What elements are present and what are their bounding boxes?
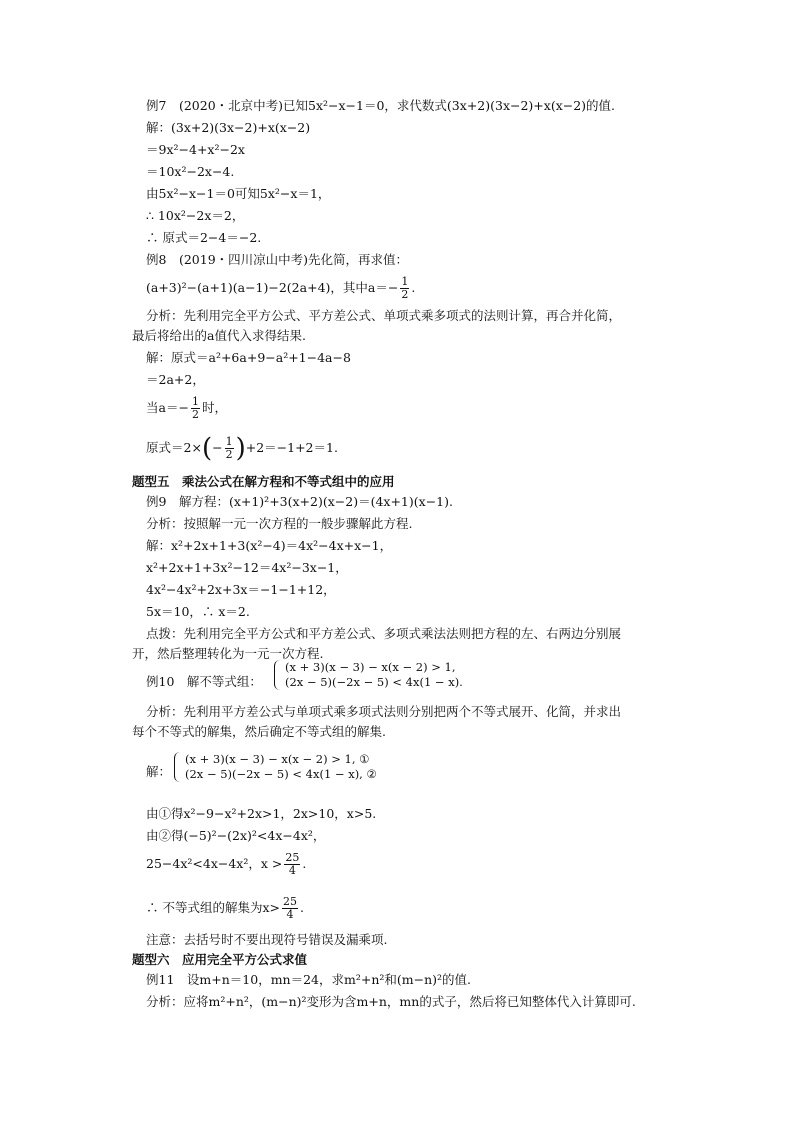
solution-line: 当a＝− $\frac{1}{2}$ 时， (146, 395, 227, 421)
solution-line: ＝10x²−2x−4. (146, 164, 235, 179)
solution-line: ∴ 不等式组的解集为x> $\frac{25}{4}$ . (146, 895, 304, 921)
note-line: 注意：去括号时不要出现符号错误及漏乘项. (146, 932, 388, 947)
analysis-line: 分析：先利用平方差公式与单项式乘多项式法则分别把两个不等式展开、化简，并求出 (146, 704, 622, 719)
fraction: $\frac{1}{2}$ (401, 275, 409, 301)
solution-line: 解：(3x+2)(3x−2)+x(x−2) (146, 120, 311, 135)
section-heading-6: 题型六 应用完全平方公式求值 (132, 952, 308, 967)
analysis-line: 分析：先利用完全平方公式、平方差公式、单项式乘多项式的法则计算，再合并化简， (146, 308, 622, 323)
solution-line: 由5x²−x−1＝0可知5x²−x＝1， (146, 186, 331, 201)
example-8-expression: (a+3)²−(a+1)(a−1)−2(2a+4)，其中a＝− $\frac{1}{2}$ . (146, 275, 416, 301)
solution-line: 4x²−4x²+2x+3x＝−1−1+12， (146, 582, 336, 597)
tip-line: 开，然后整理转化为一元一次方程. (132, 646, 324, 661)
analysis-line: 最后将给出的a值代入求得结果. (132, 328, 306, 343)
example-10-title: 例10 解不等式组： (146, 674, 262, 689)
solution-line: 原式＝2×(− $\frac{1}{2}$ )+2＝−1+2＝1. (146, 433, 338, 464)
inequality-system-labeled: (x + 3)(x − 3) − x(x − 2) > 1, ① (2x − 5)(−2x − 5) < 4x(1 − x), ② (174, 752, 377, 782)
analysis-line: 分析：按照解一元一次方程的一般步骤解此方程. (146, 516, 413, 531)
fraction: $\frac{1}{2}$ (225, 435, 233, 461)
analysis-line: 每个不等式的解集，然后确定不等式组的解集. (132, 724, 386, 739)
tip-line: 点拨：先利用完全平方公式和平方差公式、多项式乘法法则把方程的左、右两边分别展 (146, 626, 622, 641)
section-heading-5: 题型五 乘法公式在解方程和不等式组中的应用 (132, 474, 395, 489)
solution-line: ＝9x²−4+x²−2x (146, 142, 245, 157)
fraction: $\frac{25}{4}$ (283, 895, 297, 921)
solution-line: ∴ 原式＝2−4＝−2. (146, 230, 262, 245)
expression-text: (a+3)²−(a+1)(a−1)−2(2a+4)，其中a＝− (146, 280, 399, 295)
solution-line: 解：原式＝a²+6a+9−a²+1−4a−8 (146, 350, 351, 365)
solution-line: ∴ 10x²−2x＝2， (146, 208, 245, 223)
example-8-title: 例8 (2019・四川凉山中考)先化简，再求值： (146, 252, 409, 267)
solution-label: 解： (146, 764, 172, 779)
fraction: $\frac{1}{2}$ (191, 395, 199, 421)
solution-line: 由②得(−5)²−(2x)²<4x−4x²， (146, 828, 326, 843)
solution-line: x²+2x+1+3x²−12＝4x²−3x−1， (146, 560, 348, 575)
example-9-title: 例9 解方程：(x+1)²+3(x+2)(x−2)＝(4x+1)(x−1). (146, 494, 453, 509)
example-7-title: 例7 (2020・北京中考)已知5x²−x−1＝0，求代数式(3x+2)(3x−2)+x(x−2)的值. (146, 98, 616, 113)
inequality-system: (x + 3)(x − 3) − x(x − 2) > 1, (2x − 5)(−2x − 5) < 4x(1 − x). (274, 660, 463, 690)
solution-line: 解：x²+2x+1+3(x²−4)＝4x²−4x+x−1， (146, 538, 393, 553)
solution-line: 由①得x²−9−x²+2x>1，2x>10，x>5. (146, 806, 377, 821)
fraction: $\frac{25}{4}$ (285, 851, 300, 877)
solution-line: 5x＝10，∴ x＝2. (146, 604, 250, 619)
analysis-line: 分析：应将m²+n²，(m−n)²变形为含m+n，mn的式子，然后将已知整体代入计算即可. (146, 994, 636, 1009)
solution-line: 25−4x²<4x−4x²，x > $\frac{25}{4}$ . (146, 851, 307, 877)
solution-line: ＝2a+2， (146, 372, 205, 387)
example-11-title: 例11 设m+n＝10，mn＝24，求m²+n²和(m−n)²的值. (146, 972, 472, 987)
